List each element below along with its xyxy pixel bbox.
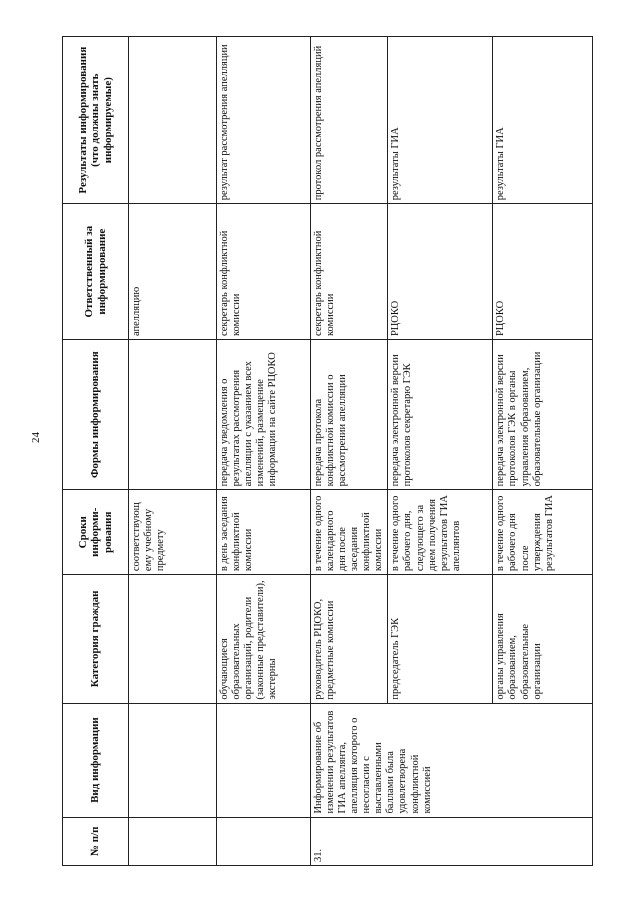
cell-forms: передача уведомления о результатах рассмотрения апелляции с указанием всех изменений, размещение информации на сайте РЦОКО xyxy=(217,340,311,490)
header-terms: Сроки информи-рования xyxy=(63,490,129,575)
cell-responsible: РЦОКО xyxy=(493,204,593,340)
header-info-type: Вид информации xyxy=(63,703,129,817)
page-number: 24 xyxy=(30,432,42,443)
cell-forms: передача электронной версии протоколов секретарю ГЭК xyxy=(388,340,493,490)
header-results: Результаты информирования (что должны знать информируемые) xyxy=(63,37,129,204)
cell-citizen-category: председатель ГЭК xyxy=(388,575,493,703)
cell-responsible: РЦОКО xyxy=(388,204,493,340)
cell-number xyxy=(129,817,217,865)
cell-forms xyxy=(129,340,217,490)
table-row xyxy=(217,37,311,866)
cell-citizen-category: руководитель РЦОКО, предметные комиссии xyxy=(311,575,388,703)
header-citizen-category: Категория граждан xyxy=(63,575,129,703)
cell-terms: в течение одного календарного дня после заседания конфликтной комиссии xyxy=(311,490,388,575)
table-row xyxy=(311,37,388,866)
header-responsible: Ответственный за информирование xyxy=(63,204,129,340)
cell-results: результат рассмотрения апелляции xyxy=(217,37,311,204)
cell-terms: соответствующ ему учебному предмету xyxy=(129,490,217,575)
cell-info-type: Информирование об изменении результатов ГИА апеллянта, апелляция которого о несогласии с выставленными баллами была удовлетворена конфликтной комиссией xyxy=(311,703,593,817)
table-row xyxy=(129,37,217,866)
header-forms: Формы информирования xyxy=(63,340,129,490)
cell-results: результаты ГИА xyxy=(493,37,593,204)
cell-info-type xyxy=(129,703,217,817)
cell-responsible: апелляцию xyxy=(129,204,217,340)
cell-results: протокол рассмотрения апелляций xyxy=(311,37,388,204)
cell-results: результаты ГИА xyxy=(388,37,493,204)
cell-citizen-category: органы управления образованием, образовательные организации xyxy=(493,575,593,703)
cell-number xyxy=(217,817,311,865)
cell-responsible: секретарь конфликтной комиссии xyxy=(311,204,388,340)
rotated-table-container xyxy=(62,36,581,866)
cell-terms: в течение одного рабочего дня, следующего за днем получения результатов ГИА апеллянтов xyxy=(388,490,493,575)
table-header-row xyxy=(63,37,129,866)
cell-citizen-category xyxy=(129,575,217,703)
cell-info-type xyxy=(217,703,311,817)
cell-terms: в день заседания конфликтной комиссии xyxy=(217,490,311,575)
cell-forms: передача протокола конфликтной комиссии о рассмотрении апелляции xyxy=(311,340,388,490)
cell-forms: передача электронной версии протоколов ГЭК в органы управления образованием, образовательные организации xyxy=(493,340,593,490)
cell-citizen-category: обучающиеся образовательных организаций, родители (законные представители), экстерны xyxy=(217,575,311,703)
information-table xyxy=(62,36,593,866)
cell-responsible: секретарь конфликтной комиссии xyxy=(217,204,311,340)
cell-results xyxy=(129,37,217,204)
cell-number: 31. xyxy=(311,817,593,865)
header-number: № п/п xyxy=(63,817,129,865)
cell-terms: в течение одного рабочего дня после утверждения результатов ГИА xyxy=(493,490,593,575)
